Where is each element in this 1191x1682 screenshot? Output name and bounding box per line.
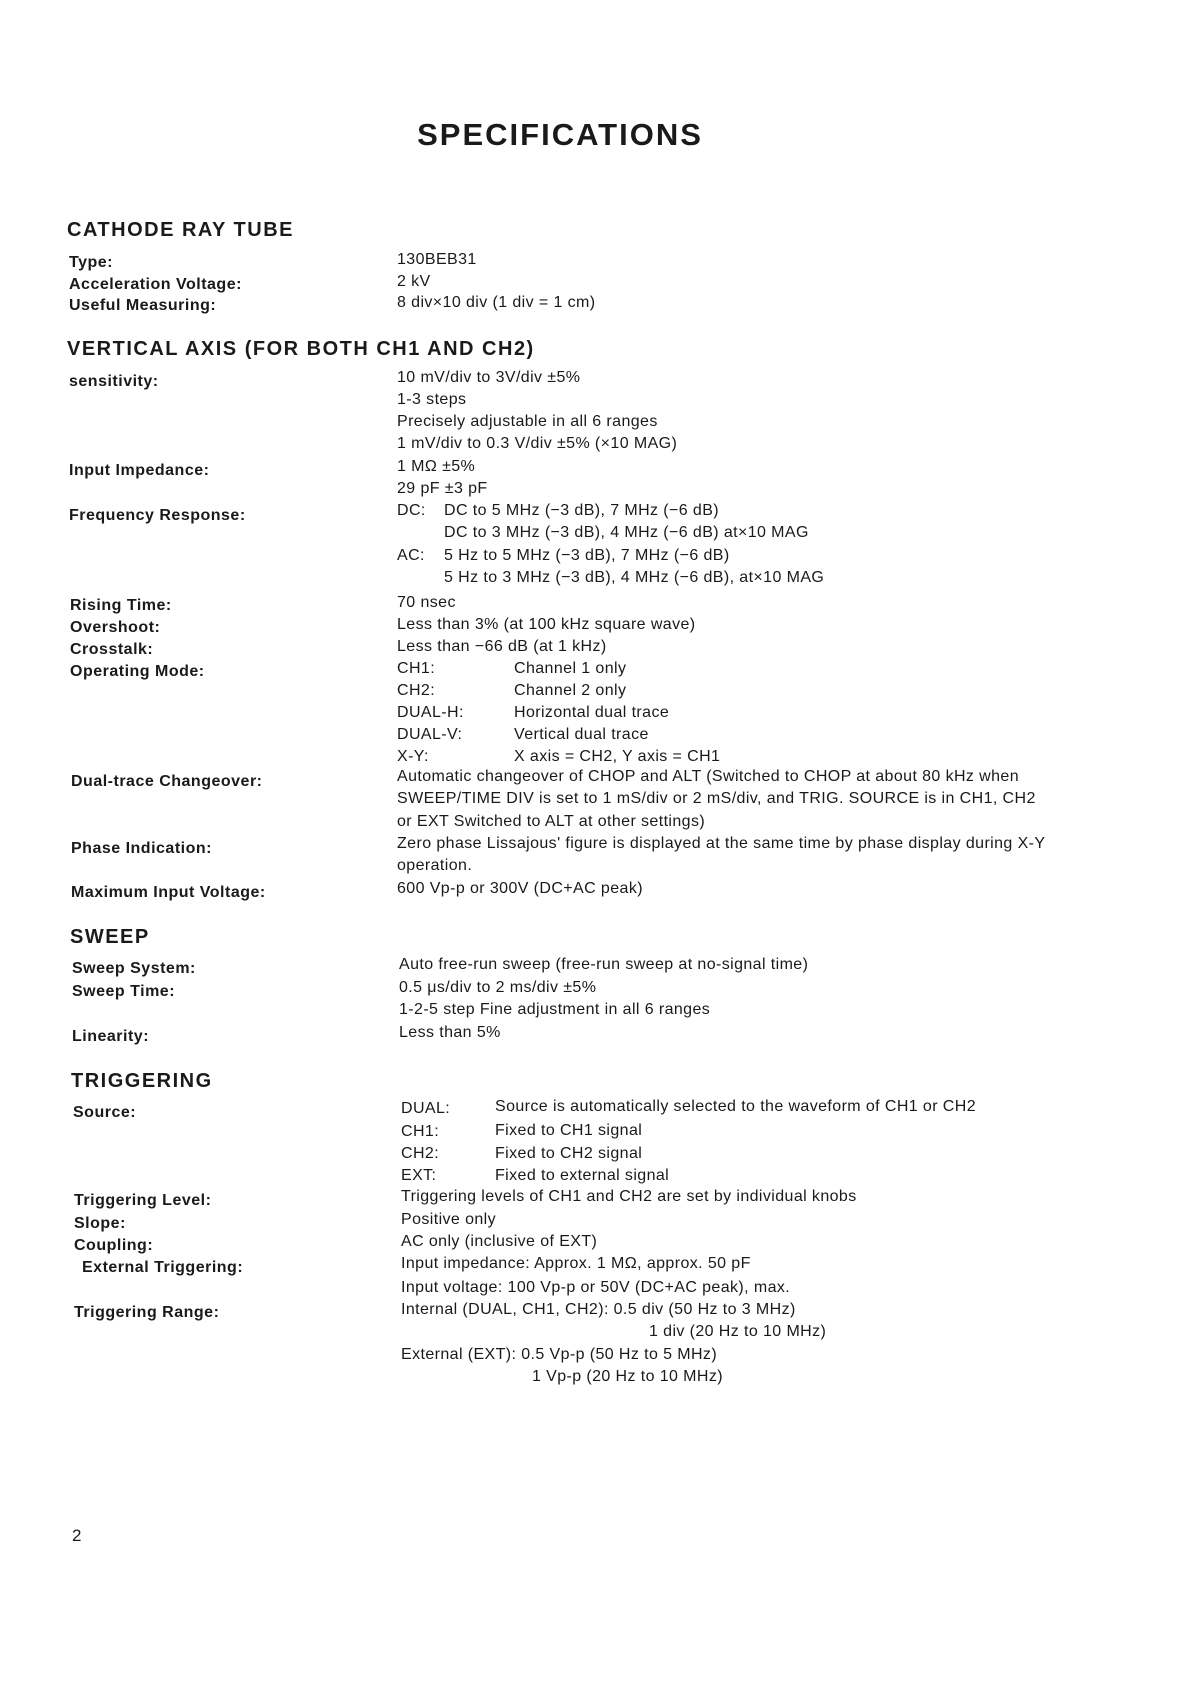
level-label: Triggering Level:	[74, 1192, 212, 1209]
mode-desc: Horizontal dual trace	[514, 704, 670, 721]
phase-line: operation.	[397, 857, 473, 874]
mode-key: CH2:	[397, 682, 436, 699]
mode-desc: Channel 2 only	[514, 682, 627, 699]
mode-label: Operating Mode:	[70, 663, 205, 680]
freq-ac-line: 5 Hz to 5 MHz (−3 dB), 7 MHz (−6 dB)	[444, 547, 730, 564]
freq-ac-line: 5 Hz to 3 MHz (−3 dB), 4 MHz (−6 dB), at×10 MAG	[444, 569, 825, 586]
freq-ac-prefix: AC:	[397, 547, 425, 564]
impedance-label: Input Impedance:	[69, 462, 210, 479]
slope-value: Positive only	[401, 1211, 497, 1228]
range-ext-line: External (EXT): 0.5 Vp-p (50 Hz to 5 MHz)	[401, 1346, 718, 1363]
ext-trig-label: External Triggering:	[82, 1259, 244, 1276]
freq-dc-line: DC to 5 MHz (−3 dB), 7 MHz (−6 dB)	[444, 502, 720, 519]
sensitivity-line: 1-3 steps	[397, 391, 467, 408]
mode-desc: X axis = CH2, Y axis = CH1	[514, 748, 721, 765]
source-desc: Source is automatically selected to the waveform of CH1 or CH2	[495, 1098, 976, 1115]
crt-useful-label: Useful Measuring:	[69, 297, 217, 314]
impedance-line: 29 pF ±3 pF	[397, 480, 488, 497]
maxin-value: 600 Vp-p or 300V (DC+AC peak)	[397, 880, 643, 897]
crt-heading: CATHODE RAY TUBE	[67, 219, 294, 241]
sweep-system-value: Auto free-run sweep (free-run sweep at no-signal time)	[399, 956, 809, 973]
mode-desc: Channel 1 only	[514, 660, 627, 677]
mode-desc: Vertical dual trace	[514, 726, 649, 743]
rising-value: 70 nsec	[397, 594, 456, 611]
range-ext-line: 1 Vp-p (20 Hz to 10 MHz)	[532, 1368, 723, 1385]
changeover-label: Dual-trace Changeover:	[71, 773, 263, 790]
coupling-label: Coupling:	[74, 1237, 154, 1254]
mode-key: X-Y:	[397, 748, 429, 765]
slope-label: Slope:	[74, 1215, 126, 1232]
sweep-time-line: 0.5 μs/div to 2 ms/div ±5%	[399, 979, 597, 996]
page-number: 2	[72, 1526, 82, 1545]
vertical-heading: VERTICAL AXIS (FOR BOTH CH1 AND CH2)	[67, 338, 535, 360]
sweep-time-label: Sweep Time:	[72, 983, 176, 1000]
mode-key: CH1:	[397, 660, 436, 677]
phase-label: Phase Indication:	[71, 840, 212, 857]
ext-trig-line: Input impedance: Approx. 1 MΩ, approx. 50 pF	[401, 1255, 751, 1272]
sensitivity-line: Precisely adjustable in all 6 ranges	[397, 413, 658, 430]
sensitivity-line: 1 mV/div to 0.3 V/div ±5% (×10 MAG)	[397, 435, 678, 452]
range-int-line: Internal (DUAL, CH1, CH2): 0.5 div (50 Hz to 3 MHz)	[401, 1301, 796, 1318]
sensitivity-label: sensitivity:	[69, 373, 159, 390]
range-label: Triggering Range:	[74, 1304, 220, 1321]
mode-key: DUAL-H:	[397, 704, 464, 721]
overshoot-value: Less than 3% (at 100 kHz square wave)	[397, 616, 696, 633]
linearity-value: Less than 5%	[399, 1024, 501, 1041]
crt-accel-value: 2 kV	[397, 273, 431, 290]
range-int-line: 1 div (20 Hz to 10 MHz)	[649, 1323, 827, 1340]
phase-line: Zero phase Lissajous' figure is displayed at the same time by phase display during X-Y	[397, 835, 1046, 852]
impedance-line: 1 MΩ ±5%	[397, 458, 476, 475]
source-key: EXT:	[401, 1167, 437, 1184]
source-key: CH1:	[401, 1123, 440, 1140]
crt-accel-label: Acceleration Voltage:	[69, 276, 242, 293]
changeover-line: or EXT Switched to ALT at other settings)	[397, 813, 706, 830]
coupling-value: AC only (inclusive of EXT)	[401, 1233, 598, 1250]
mode-key: DUAL-V:	[397, 726, 463, 743]
crt-type-value: 130BEB31	[397, 251, 477, 268]
sweep-time-line: 1-2-5 step Fine adjustment in all 6 ranges	[399, 1001, 711, 1018]
sensitivity-line: 10 mV/div to 3V/div ±5%	[397, 369, 581, 386]
crosstalk-label: Crosstalk:	[70, 641, 154, 658]
crosstalk-value: Less than −66 dB (at 1 kHz)	[397, 638, 607, 655]
source-desc: Fixed to external signal	[495, 1167, 670, 1184]
source-key: DUAL:	[401, 1100, 451, 1117]
source-desc: Fixed to CH2 signal	[495, 1145, 643, 1162]
maxin-label: Maximum Input Voltage:	[71, 884, 266, 901]
crt-type-label: Type:	[69, 254, 113, 271]
triggering-heading: TRIGGERING	[71, 1070, 213, 1092]
source-desc: Fixed to CH1 signal	[495, 1122, 643, 1139]
source-key: CH2:	[401, 1145, 440, 1162]
sweep-system-label: Sweep System:	[72, 960, 196, 977]
changeover-line: SWEEP/TIME DIV is set to 1 mS/div or 2 mS/div, and TRIG. SOURCE is in CH1, CH2	[397, 790, 1036, 807]
crt-useful-value: 8 div×10 div (1 div = 1 cm)	[397, 294, 596, 311]
linearity-label: Linearity:	[72, 1028, 150, 1045]
freq-dc-prefix: DC:	[397, 502, 426, 519]
sweep-heading: SWEEP	[70, 926, 150, 948]
freq-label: Frequency Response:	[69, 507, 246, 524]
freq-dc-line: DC to 3 MHz (−3 dB), 4 MHz (−6 dB) at×10 MAG	[444, 524, 809, 541]
overshoot-label: Overshoot:	[70, 619, 161, 636]
source-label: Source:	[73, 1104, 137, 1121]
rising-label: Rising Time:	[70, 597, 172, 614]
ext-trig-line: Input voltage: 100 Vp-p or 50V (DC+AC peak), max.	[401, 1279, 791, 1296]
level-value: Triggering levels of CH1 and CH2 are set by individual knobs	[401, 1188, 857, 1205]
changeover-line: Automatic changeover of CHOP and ALT (Switched to CHOP at about 80 kHz when	[397, 768, 1020, 785]
page-title: SPECIFICATIONS	[417, 117, 703, 152]
